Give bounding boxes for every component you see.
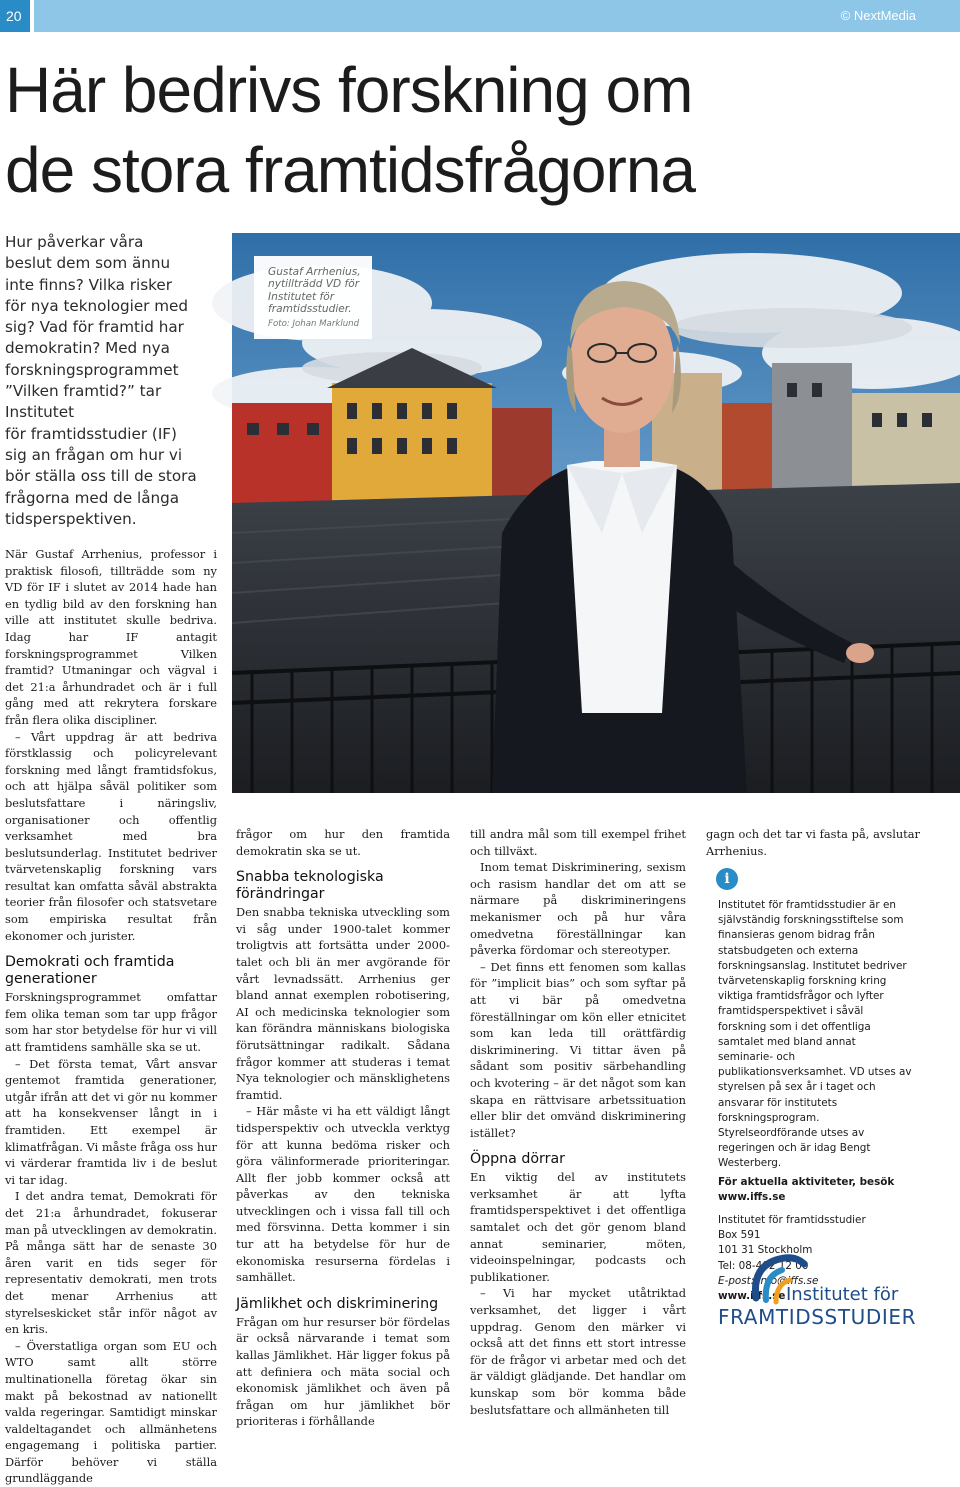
info-call-to-action[interactable]: För aktuella aktiviteter, besök www.iffs.se (718, 1175, 895, 1203)
body-column-4 (706, 826, 920, 859)
info-box (708, 868, 914, 1304)
paragraph: – Överstatliga organ som EU och WTO samt allt större multinationella företag ökar sin makt på bekostnad av nationellt valda regeringar. Samtidigt minskar valdeltagandet och allmänhetens engagemang i politiska partier. Därför behöver vi ställa grundläggande (5, 1338, 217, 1486)
copyright-notice: © NextMedia (840, 8, 916, 23)
article-lead (5, 232, 215, 530)
phone-number: Tel: 08-402 12 00 (718, 1259, 809, 1272)
caption-text: Gustaf Arrhenius, nytillträdd VD för Institutet för framtidsstudier. (268, 266, 361, 315)
lead-line: bör ställa oss till de stora (5, 467, 197, 486)
lead-line: tidsperspektiven. (5, 509, 137, 528)
body-column-1 (5, 546, 217, 1487)
paragraph: En viktig del av institutets verksamhet är att lyfta framtidsperspektivet i det offentliga samtalet och det gör genom bland annat seminarier, möten, videoinspelningar, podcasts och publikationer. (470, 1170, 686, 1284)
subheading: Jämlikhet och diskriminering (236, 1295, 439, 1312)
photo-credit: Foto: Johan Marklund (268, 319, 360, 330)
paragraph: till andra mål som till exempel frihet och tillväxt. (470, 827, 686, 858)
paragraph: – Vårt uppdrag är att bedriva förstklassig och policyrelevant forskning med långt framtidsfokus, och att hjälpa såväl politiker som beslutsfattare i näringsliv, organisationer och offentlig verksamhet med bra beslutsunderlag. Institutet bedriver tvärvetenskaplig forskning vars resultat kan omfatta såväl abstrakta teorier från filosofer och statsvetare som empiriska resultat från ekonomer och jurister. (5, 729, 217, 943)
paragraph: I det andra temat, Demokrati för det 21:a århundradet, fokuserar man på utvecklingen av demokratin. På många sätt har de senaste 30 åren varit en tids seger för representativ demokrati, men trots det menar Arrhenius att styrelseskicket står inför något av en kris. (5, 1189, 217, 1337)
info-icon: i (716, 868, 738, 890)
header-strip (34, 0, 960, 32)
paragraph: När Gustaf Arrhenius, professor i praktisk filosofi, tillträdde som ny VD för IF i slutet av 2014 hade han en tydlig bild av den forskning han ville att institutet skulle bedriva. Idag har IF antagit forskningsprogrammet Vilken framtid? Utmaningar och vägval i det 21:a århundradet och är i full gång med att rekrytera forskare från flera olika discipliner. (5, 547, 217, 727)
headline-line: de stora framtidsfrågorna (5, 134, 695, 206)
article-headline (5, 50, 905, 210)
logo-text-line2: FRAMTIDSSTUDIER (718, 1305, 917, 1329)
paragraph: – Här måste vi ha ett väldigt långt tidsperspektiv och utveckla verktyg för att kunna bedöma risker och göra välinformerade prioriteringar. Allt fler jobb kommer också att påverkas av den tekniska utvecklingen och i vissa fall till och med försvinna. Detta kommer i sin tur att ha betydelse för hur de ekonomiska resurserna fördelas i samhället. (236, 1104, 450, 1285)
lead-line: frågorna med de långa (5, 488, 180, 507)
paragraph: Inom temat Diskriminering, sexism och rasism handlar det om att se närmare på diskrimineringens mekanismer och på hur våra omedvetna föreställningar kan påverka fördomar och stereotyper. (470, 860, 686, 958)
paragraph: Den snabba tekniska utveckling som vi såg under 1900-talet kommer troligtvis att fortsätta under 2000-talet och bli än mer avgörande för vårt levnadssätt. Arrhenius ger bland annat exemplen robotisering, AI och medicinska teknologier som kan förändra människans biologiska förutsättningar radikalt. Sådana frågor kommer att studeras i temat Nya teknologier och mänsklighetens framtid. (236, 905, 450, 1102)
paragraph: – Det första temat, Vårt ansvar gentemot framtida generationer, utgår ifrån att det vi gör nu kommer att ha konsekvenser långt in i framtiden. Ett exempel är klimatfrågan. Vi måste fråga oss hur vi värderar framtida liv i de beslut vi tar idag. (5, 1056, 217, 1187)
postal-city: 101 31 Stockholm (718, 1244, 813, 1257)
subheading: Demokrati och framtida generationer (5, 954, 175, 988)
photo-caption (254, 256, 372, 339)
lead-line: ”Vilken framtid?” tar Institutet (5, 382, 162, 422)
paragraph: Frågan om hur resurser bör fördelas är också närvarande i temat som kallas Jämlikhet. Här ligger fokus på att definiera och mäta social och ekonomisk jämlikhet och även på frågan om hur jämlikhet bör prioriteras i förhållande (236, 1314, 450, 1429)
paragraph: Forskningsprogrammet omfattar fem olika teman som tar upp frågor som har stor betydelse för hur vi vill att framtidens samhälle ska se ut. (5, 990, 217, 1055)
logo-text-line1: Institutet för (786, 1284, 899, 1305)
email-address[interactable]: E-post: info@iffs.se (718, 1274, 819, 1287)
lead-line: inte finns? Vilka risker (5, 275, 172, 294)
headline-line: Här bedrivs forskning om (5, 54, 693, 126)
subheading: Öppna dörrar (470, 1151, 566, 1168)
lead-line: för nya teknologier med (5, 296, 189, 315)
lead-line: Hur påverkar våra (5, 233, 144, 251)
top-bar (0, 0, 960, 32)
lead-line: beslut dem som ännu (5, 254, 171, 273)
iffs-logo (710, 1254, 920, 1330)
lead-line: sig? Vad för framtid har (5, 318, 184, 337)
lead-line: sig an frågan om hur vi (5, 445, 183, 464)
website-link[interactable]: www.iffs.se (718, 1290, 786, 1303)
subheading: Snabba teknologiska förändringar (236, 869, 384, 903)
postal-box: Box 591 (718, 1229, 761, 1242)
body-column-3 (470, 826, 686, 1418)
paragraph: gagn och det tar vi fasta på, avslutar Arrhenius. (706, 827, 920, 858)
paragraph: frågor om hur den framtida demokratin ska se ut. (236, 827, 450, 858)
org-name: Institutet för framtidsstudier (718, 1214, 866, 1227)
lead-line: forskningsprogrammet (5, 360, 179, 379)
lead-line: demokratin? Med nya (5, 339, 170, 358)
info-description: Institutet för framtidsstudier är en självständig forskningsstiftelse som finansieras genom bidrag från statsbudgeten och externa forskningsanslag. Institutet bedriver tvärvetenskaplig forskning kring viktiga framtidsfrågor och lyfter framtidsperspektivet i såväl forskning som i det offentliga samtalet med bland annat seminarie- och publikationsverksamhet. VD utses av styrelsen på sex år i taget och ansvarar för institutets forskningsprogram. Styrelseordförande utses av regeringen och är idag Bengt Westerberg. (718, 899, 912, 1170)
lead-line: för framtidsstudier (IF) (5, 424, 177, 443)
paragraph: – Det finns ett fenomen som kallas för ”implicit bias” och som syftar på att vi bär på omedvetna föreställningar om kön eller etnicitet som kan leda till orättfärdig diskriminering. Vi tittar även på sådant som positiv särbehandling och kvotering – är det något som kan skapa en rättvisare arbetssituation eller blir det omvänd diskriminering istället? (470, 959, 686, 1140)
page-number: 20 (0, 0, 30, 32)
body-column-2 (236, 826, 450, 1430)
paragraph: – Vi har mycket utåtriktad verksamhet, det ligger i vårt uppdrag. Genom den märker vi också att det finns ett stort intresse för de frågor vi arbetar med och det är väldigt glädjande. Det handlar om kunskap som bör komma både beslutsfattare och allmänheten till (470, 1286, 686, 1417)
